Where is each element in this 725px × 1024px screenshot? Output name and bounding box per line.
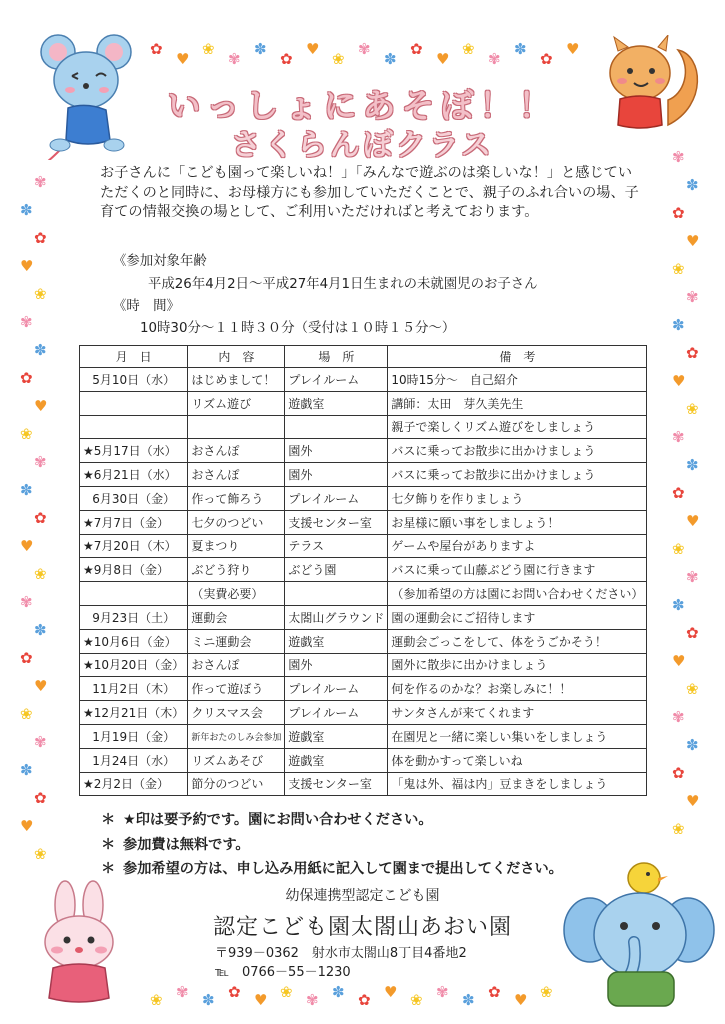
heart-icon: ♥ [20, 537, 34, 555]
cell-date: ★2月2日（金） [80, 772, 188, 796]
heart-icon: ♥ [34, 397, 48, 415]
flower-icon: ✽ [332, 983, 345, 1001]
flower-icon: ✿ [150, 40, 163, 58]
cell-date: ★10月20日（金） [80, 653, 188, 677]
flower-icon: ✾ [20, 593, 33, 611]
cell-notes: 親子で楽しくリズム遊びをしましょう [388, 415, 647, 439]
column-header-date: 月 日 [80, 346, 188, 368]
flower-icon: ❀ [150, 991, 163, 1009]
flower-icon: ❀ [410, 991, 423, 1009]
heart-icon: ♥ [34, 677, 48, 695]
heart-icon: ♥ [436, 50, 450, 68]
flower-icon: ❀ [34, 565, 47, 583]
table-row [80, 534, 647, 558]
flower-icon: ✾ [34, 453, 47, 471]
cell-place: テラス [285, 534, 388, 558]
cell-date: 1月19日（金） [80, 724, 188, 748]
flower-icon: ✽ [254, 40, 267, 58]
flower-icon: ✿ [672, 484, 685, 502]
flower-icon: ✿ [34, 509, 47, 527]
target-age-value: 平成26年4月2日～平成27年4月1日生まれの未就園児のお子さん [148, 277, 538, 292]
flower-icon: ❀ [540, 983, 553, 1001]
cell-notes: 体を動かすって楽しいね [388, 748, 647, 772]
cell-content: 作って遊ぼう [188, 677, 285, 701]
cell-date: 11月2日（木） [80, 677, 188, 701]
flower-icon: ✽ [34, 621, 47, 639]
flower-icon: ✽ [20, 761, 33, 779]
table-row [80, 368, 647, 392]
time-value: 10時30分～１１時３０分（受付は１０時１５分～） [140, 321, 456, 336]
cell-place: プレイルーム [285, 677, 388, 701]
cell-content: （実費必要） [188, 582, 285, 606]
cell-date: 5月10日（水） [80, 368, 188, 392]
cell-place [285, 582, 388, 606]
flower-icon: ✿ [358, 991, 371, 1009]
flower-icon: ✿ [228, 983, 241, 1001]
flower-icon: ❀ [462, 40, 475, 58]
column-header-notes: 備 考 [388, 346, 647, 368]
cell-content: 作って飾ろう [188, 486, 285, 510]
cell-notes: 園の運動会にご招待します [388, 605, 647, 629]
flower-icon: ✾ [436, 983, 449, 1001]
flower-icon: ✽ [672, 596, 685, 614]
table-row [80, 582, 647, 606]
table-row [80, 510, 647, 534]
cell-content: おさんぽ [188, 653, 285, 677]
intro-paragraph: お子さんに「こども園って楽しいね！」「みんなで遊ぶのは楽しいな！」と感じていただくのと同時に、お母様方にも参加していただくことで、親子のふれ合いの場、子育ての情報交換の場として、ご利用いただければと考えております。 [100, 165, 639, 220]
heart-icon: ♥ [672, 652, 686, 670]
column-header-content: 内 容 [188, 346, 285, 368]
table-row [80, 486, 647, 510]
cell-notes: バスに乗って山藤ぶどう園に行きます [388, 558, 647, 582]
flower-icon: ✽ [686, 736, 699, 754]
flower-icon: ✽ [672, 316, 685, 334]
cell-notes: 10時15分～ 自己紹介 [388, 368, 647, 392]
cell-place: 遊戯室 [285, 629, 388, 653]
flower-icon: ✽ [202, 991, 215, 1009]
cell-place: ぶどう園 [285, 558, 388, 582]
table-row [80, 605, 647, 629]
flower-icon: ✿ [488, 983, 501, 1001]
cell-date [80, 415, 188, 439]
cell-content [188, 415, 285, 439]
flower-icon: ✿ [672, 764, 685, 782]
flower-icon: ✾ [34, 173, 47, 191]
cell-place: プレイルーム [285, 368, 388, 392]
heart-icon: ♥ [514, 991, 528, 1009]
table-row [80, 677, 647, 701]
cell-content: はじめまして！ [188, 368, 285, 392]
flower-icon: ✿ [410, 40, 423, 58]
flower-icon: ❀ [332, 50, 345, 68]
heart-icon: ♥ [20, 257, 34, 275]
cell-notes: 園外に散歩に出かけましょう [388, 653, 647, 677]
cell-notes: バスに乗ってお散歩に出かけましょう [388, 439, 647, 463]
heart-icon: ♥ [686, 512, 700, 530]
cell-content: リズムあそび [188, 748, 285, 772]
heart-icon: ♥ [686, 232, 700, 250]
flower-icon: ❀ [686, 680, 699, 698]
cell-notes: （参加希望の方は園にお問い合わせください） [388, 582, 647, 606]
org-name: 認定こども園太閤山あおい園 [212, 915, 512, 940]
flower-icon: ✿ [20, 649, 33, 667]
cell-place: プレイルーム [285, 701, 388, 725]
cell-date [80, 391, 188, 415]
cell-date: ★6月21日（水） [80, 463, 188, 487]
flower-icon: ✽ [686, 456, 699, 474]
flower-icon: ✽ [462, 991, 475, 1009]
cell-notes: 運動会ごっこをして、体をうごかそう！ [388, 629, 647, 653]
flower-icon: ✿ [280, 50, 293, 68]
flower-icon: ❀ [672, 260, 685, 278]
cell-place: 太閤山グラウンド [285, 605, 388, 629]
cell-content: おさんぽ [188, 463, 285, 487]
flower-icon: ❀ [202, 40, 215, 58]
table-header-row [80, 346, 647, 368]
cell-notes: ゲームや屋台がありますよ [388, 534, 647, 558]
flower-icon: ✿ [20, 369, 33, 387]
cell-notes: 「鬼は外、福は内」豆まきをしましょう [388, 772, 647, 796]
flower-icon: ❀ [20, 425, 33, 443]
flower-icon: ✿ [672, 204, 685, 222]
cell-content: 新年おたのしみ会参加 [188, 724, 285, 748]
flower-icon: ✽ [20, 481, 33, 499]
title-line-1: いっしょにあそぼ！！ [167, 86, 558, 125]
cell-content: おさんぽ [188, 439, 285, 463]
flower-icon: ❀ [34, 845, 47, 863]
cell-date: ★12月21日（木） [80, 701, 188, 725]
table-row [80, 629, 647, 653]
cell-content: リズム遊び [188, 391, 285, 415]
table-row [80, 463, 647, 487]
flower-icon: ✾ [228, 50, 241, 68]
flower-icon: ❀ [672, 540, 685, 558]
time-label: 《時 間》 [113, 299, 180, 314]
target-age-label: 《参加対象年齢 [113, 254, 207, 269]
cell-place: 遊戯室 [285, 748, 388, 772]
cell-date: 1月24日（水） [80, 748, 188, 772]
table-row [80, 439, 647, 463]
note-item: ＊ 参加希望の方は、申し込み用紙に記入して園まで提出してください。 [101, 861, 563, 877]
flower-icon: ✾ [672, 148, 685, 166]
flower-icon: ❀ [20, 705, 33, 723]
flower-icon: ✾ [686, 288, 699, 306]
heart-icon: ♥ [566, 40, 580, 58]
flower-icon: ❀ [686, 400, 699, 418]
table-row [80, 558, 647, 582]
cell-date: 6月30日（金） [80, 486, 188, 510]
heart-icon: ♥ [672, 372, 686, 390]
cell-place: 支援センター室 [285, 772, 388, 796]
heart-icon: ♥ [20, 817, 34, 835]
heart-icon: ♥ [686, 792, 700, 810]
org-type: 幼保連携型認定こども園 [285, 888, 440, 904]
notes-list [101, 808, 563, 882]
flower-icon: ✾ [306, 991, 319, 1009]
flower-icon: ❀ [672, 820, 685, 838]
heart-icon: ♥ [176, 50, 190, 68]
table-row [80, 701, 647, 725]
heart-icon: ♥ [384, 983, 398, 1001]
cell-date: ★10月6日（金） [80, 629, 188, 653]
cell-date: ★9月8日（金） [80, 558, 188, 582]
flower-icon: ✾ [358, 40, 371, 58]
cell-content: ぶどう狩り [188, 558, 285, 582]
flower-icon: ✾ [488, 50, 501, 68]
flower-icon: ❀ [280, 983, 293, 1001]
table-row [80, 391, 647, 415]
flower-icon: ✿ [686, 344, 699, 362]
cell-place [285, 415, 388, 439]
flower-icon: ✽ [514, 40, 527, 58]
cell-date: ★7月7日（金） [80, 510, 188, 534]
flower-icon: ✽ [34, 341, 47, 359]
table-row [80, 415, 647, 439]
flower-icon: ✿ [540, 50, 553, 68]
flower-icon: ✽ [686, 176, 699, 194]
table-row [80, 748, 647, 772]
cell-content: 七夕のつどい [188, 510, 285, 534]
cell-notes: 在園児と一緒に楽しい集いをしましょう [388, 724, 647, 748]
note-item: ＊ ★印は要予約です。園にお問い合わせください。 [101, 812, 433, 828]
cell-place: 支援センター室 [285, 510, 388, 534]
cell-content: 夏まつり [188, 534, 285, 558]
heart-icon: ♥ [306, 40, 320, 58]
cell-place: プレイルーム [285, 486, 388, 510]
title-line-2: さくらんぼクラス [230, 128, 495, 163]
cell-content: 運動会 [188, 605, 285, 629]
table-row [80, 772, 647, 796]
flower-icon: ❀ [34, 285, 47, 303]
cell-notes: バスに乗ってお散歩に出かけましょう [388, 463, 647, 487]
cell-notes: サンタさんが来てくれます [388, 701, 647, 725]
cell-place: 園外 [285, 653, 388, 677]
flower-icon: ✾ [20, 313, 33, 331]
cell-place: 遊戯室 [285, 391, 388, 415]
cell-date: ★5月17日（水） [80, 439, 188, 463]
flower-icon: ✾ [672, 428, 685, 446]
flower-icon: ✾ [672, 708, 685, 726]
cell-date [80, 582, 188, 606]
column-header-place: 場 所 [285, 346, 388, 368]
cell-content: クリスマス会 [188, 701, 285, 725]
table-row [80, 724, 647, 748]
flower-icon: ✽ [384, 50, 397, 68]
org-phone: ℡ 0766－55－1230 [215, 965, 351, 980]
cell-notes: お星様に願い事をしましょう！ [388, 510, 647, 534]
note-item: ＊ 参加費は無料です。 [101, 836, 250, 853]
cell-content: ミニ運動会 [188, 629, 285, 653]
cell-content: 節分のつどい [188, 772, 285, 796]
flower-icon: ✾ [176, 983, 189, 1001]
cell-notes: 何を作るのかな？お楽しみに！！ [388, 677, 647, 701]
cell-notes: 七夕飾りを作りましょう [388, 486, 647, 510]
flower-icon: ✾ [34, 733, 47, 751]
table-row [80, 653, 647, 677]
flower-icon: ✽ [20, 201, 33, 219]
cell-place: 園外 [285, 463, 388, 487]
cell-date: 9月23日（土） [80, 605, 188, 629]
cell-notes: 講師：太田 芽久美先生 [388, 391, 647, 415]
schedule-table [79, 345, 647, 796]
cell-place: 園外 [285, 439, 388, 463]
heart-icon: ♥ [254, 991, 268, 1009]
flower-icon: ✿ [34, 229, 47, 247]
flower-icon: ✿ [34, 789, 47, 807]
cell-place: 遊戯室 [285, 724, 388, 748]
flower-icon: ✾ [686, 568, 699, 586]
flower-icon: ✿ [686, 624, 699, 642]
cell-date: ★7月20日（木） [80, 534, 188, 558]
org-address: 〒939－0362 射水市太閤山8丁目4番地2 [215, 946, 467, 961]
